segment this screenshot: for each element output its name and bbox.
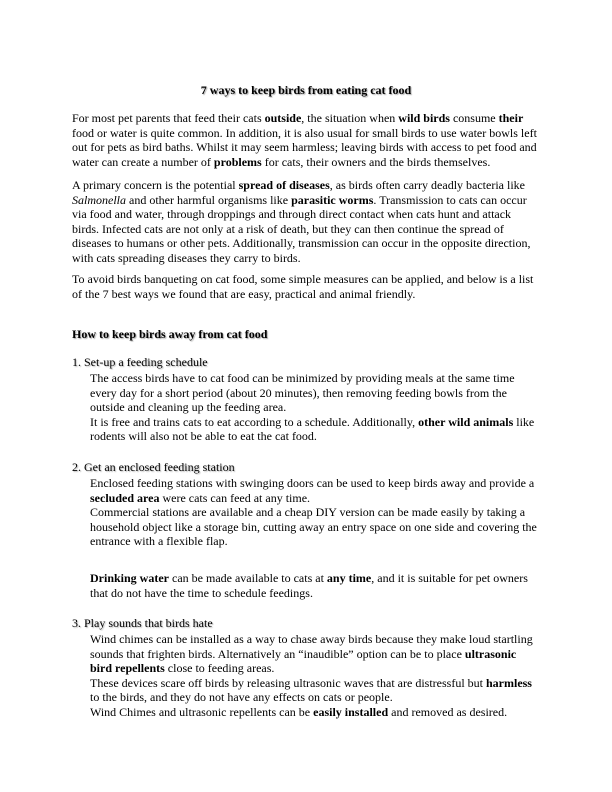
bold-text: parasitic worms <box>291 192 374 207</box>
text-run: These devices scare off birds by releasing ultrasonic waves that are distressful but <box>90 675 486 690</box>
item-2-heading: 2. Get an enclosed feeding station <box>72 460 235 474</box>
text-run: and other harmful organisms like <box>126 192 292 207</box>
text-run: can be made available to cats at <box>169 571 327 585</box>
text-run: to the birds, and they do not have any effects on cats or people. <box>90 690 393 704</box>
bold-text: secluded area <box>90 490 160 505</box>
text-run: via food and water, through droppings and through direct contact when cats hunt and attack <box>72 207 512 221</box>
text-run: Commercial stations are available and a cheap DIY version can be made easily by taking a <box>90 505 526 519</box>
text-run: It is free and trains cats to eat according to a schedule. Additionally, <box>90 414 419 429</box>
text-run: close to feeding areas. <box>164 661 275 675</box>
text-run: consume <box>449 111 499 125</box>
item-3-heading: 3. Play sounds that birds hate <box>72 616 213 630</box>
text-run: Enclosed feeding stations with swinging doors can be used to keep birds away and provide a <box>90 476 535 490</box>
bold-text: easily installed <box>313 704 389 719</box>
text-line <box>90 661 533 676</box>
text-line <box>90 400 534 415</box>
document-title: 7 ways to keep birds from eating cat food <box>200 83 412 97</box>
item-3-body <box>90 632 533 719</box>
text-run: that do not have the time to schedule feedings. <box>90 585 313 600</box>
text-run: The access birds have to cat food can be minimized by providing meals at the same time <box>90 371 515 385</box>
text-line <box>72 140 537 155</box>
text-run: outside and cleaning up the feeding area. <box>90 400 287 414</box>
text-line <box>72 236 530 251</box>
bold-text: Drinking water <box>90 571 169 585</box>
text-line <box>90 676 533 691</box>
bold-text: any time <box>326 571 372 585</box>
text-run: out for pets as bird baths. Whilst it may seem harmless; leaving birds with access to pet food and <box>72 140 537 154</box>
item-1-body <box>90 371 534 444</box>
text-run: with cats spreading diseases they carry to birds. <box>72 250 301 265</box>
text-line <box>72 193 530 208</box>
text-line <box>90 647 533 662</box>
text-run: and removed as desired. <box>388 704 508 719</box>
bold-text: harmless <box>485 675 532 690</box>
text-run: Wind Chimes and ultrasonic repellents can be <box>90 704 314 719</box>
text-line <box>72 111 537 126</box>
text-line <box>90 520 537 535</box>
bold-text: other wild animals <box>418 414 514 429</box>
text-run: Wind chimes can be installed as a way to chase away birds because they make loud startling <box>90 632 533 646</box>
text-line <box>90 690 533 705</box>
italic-text: Salmonella <box>72 192 126 207</box>
text-run: rodents will also not be able to eat the cat food. <box>90 429 317 443</box>
item-2-body <box>90 476 537 549</box>
text-run: every day for a short period (about 20 minutes), then removing feeding bowls from the <box>90 385 507 400</box>
text-run: diseases to humans or other pets. Additionally, transmission can occur in the opposite direction, <box>72 236 531 250</box>
bold-text: spread of diseases <box>238 178 330 192</box>
intro-paragraph-1 <box>72 111 537 169</box>
text-run: birds. Infected cats are not only at a risk of death, but they can then continue the spread of <box>72 221 504 236</box>
text-run: water can create a number of <box>72 154 214 169</box>
text-run: food or water is quite common. In addition, it is also usual for small birds to use water bowls left <box>72 125 537 140</box>
text-line <box>90 534 537 549</box>
text-run: , the situation when <box>301 111 399 125</box>
intro-paragraph-2 <box>72 178 530 265</box>
text-line <box>90 586 528 601</box>
text-run: , and it is suitable for pet owners <box>371 571 528 585</box>
bold-text: problems <box>213 154 262 169</box>
text-line <box>72 126 537 141</box>
intro-paragraph-3 <box>72 272 533 301</box>
text-line <box>90 705 533 720</box>
text-line <box>90 386 534 401</box>
bold-text: bird repellents <box>90 661 165 675</box>
text-run: like <box>513 414 535 429</box>
text-line <box>72 272 533 287</box>
bold-text: wild birds <box>398 111 450 125</box>
text-line <box>90 632 533 647</box>
text-line <box>72 222 530 237</box>
bold-text: ultrasonic <box>464 646 517 661</box>
text-line <box>72 287 533 302</box>
text-line <box>90 371 534 386</box>
text-line <box>90 571 528 586</box>
text-run: To avoid birds banqueting on cat food, some simple measures can be applied, and below is a list <box>72 272 534 286</box>
text-line <box>90 429 534 444</box>
bold-text: outside <box>264 111 302 125</box>
text-line <box>72 178 530 193</box>
text-run: entrance with a flexible flap. <box>90 534 228 548</box>
text-run: , as birds often carry deadly bacteria like <box>329 178 525 192</box>
text-line <box>90 491 537 506</box>
text-line <box>72 207 530 222</box>
item-1-heading: 1. Set-up a feeding schedule <box>72 355 208 369</box>
text-line <box>90 415 534 430</box>
text-run: A primary concern is the potential <box>72 178 239 192</box>
text-run: sounds that frighten birds. Alternatively an “inaudible” option can be to place <box>90 646 465 661</box>
text-run: for cats, their owners and the birds themselves. <box>261 154 491 169</box>
text-run: were cats can feed at any time. <box>159 490 311 505</box>
text-run: household object like a storage bin, cutting away an entry space on one side and covering the <box>90 519 537 534</box>
text-line <box>72 155 537 170</box>
text-line <box>90 505 537 520</box>
item-2-drinking-water-note <box>90 571 528 600</box>
text-line <box>72 251 530 266</box>
section-heading: How to keep birds away from cat food <box>72 327 268 341</box>
text-line <box>90 476 537 491</box>
bold-text: their <box>498 111 524 125</box>
text-run: of the 7 best ways we found that are easy, practical and animal friendly. <box>72 286 416 301</box>
text-run: . Transmission to cats can occur <box>373 192 527 207</box>
text-run: For most pet parents that feed their cats <box>72 111 265 125</box>
